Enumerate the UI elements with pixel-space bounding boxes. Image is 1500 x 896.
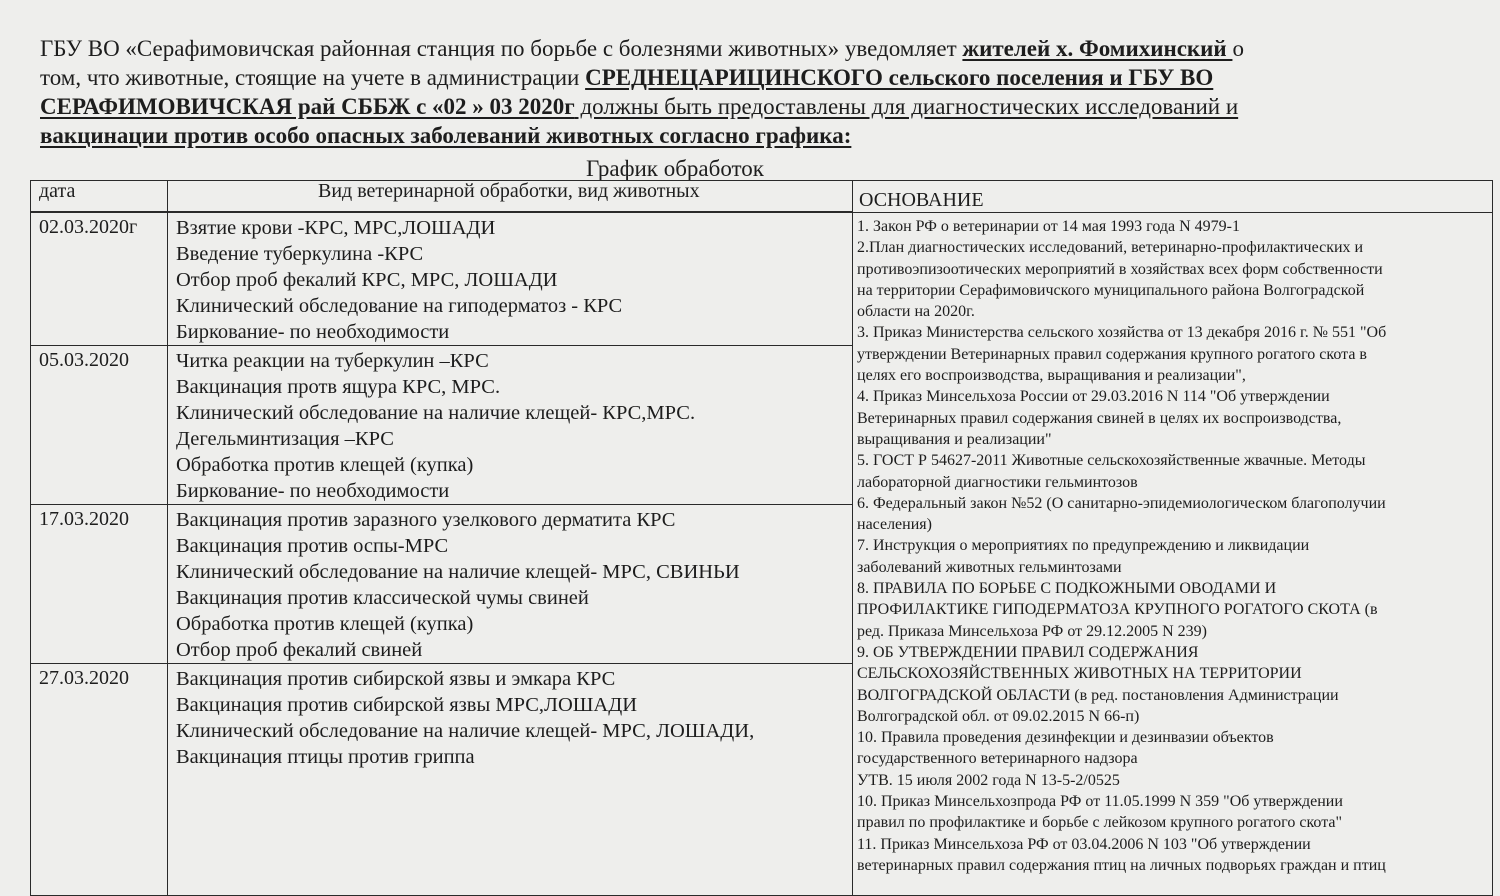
row-date: 27.03.2020	[31, 664, 168, 896]
activity-item: Обработка против клещей (купка)	[176, 454, 474, 476]
activity-item: Обработка против клещей (купка)	[176, 613, 474, 635]
intro-line-1	[40, 34, 1480, 63]
activity-item: Клинический обследование на гиподерматоз - КРС	[176, 295, 623, 317]
activity-item: Клинический обследование на наличие клещей- МРС, СВИНЬИ	[176, 561, 740, 583]
activity-item: Клинический обследование на наличие клещей- МРС, ЛОШАДИ,	[176, 720, 755, 742]
intro-station-date: СЕРАФИМОВИЧСКАЯ рай СББЖ с «02 » 03 2020г	[40, 94, 575, 119]
intro-line-1-tail: о	[1232, 36, 1244, 61]
row-activities	[168, 505, 853, 664]
basis-item: 10. Правила проведения дезинфекции и дезинвазии объектов государственного ветеринарного надзора УТВ. 15 июля 2002 года N 13-5-2/0525	[857, 729, 1274, 789]
header-date: дата	[31, 181, 168, 212]
row-activities	[168, 213, 853, 346]
intro-line-2	[40, 63, 1480, 92]
activity-item: Дегельминтизация –КРС	[176, 428, 394, 450]
activity-item: Вакцинация против заразного узелкового дерматита КРС	[176, 509, 676, 531]
basis-item: 9. ОБ УТВЕРЖДЕНИИ ПРАВИЛ СОДЕРЖАНИЯ СЕЛЬСКОХОЗЯЙСТВЕННЫХ ЖИВОТНЫХ НА ТЕРРИТОРИИ ВОЛГОГРАДСКОЙ ОБЛАСТИ (в ред. постановления Администрации Волгоградской обл. от 09.02.2015 N 66-п)	[857, 643, 1339, 725]
activity-item: Отбор проб фекалий КРС, МРС, ЛОШАДИ	[176, 269, 558, 291]
activity-item: Вакцинация против классической чумы свиней	[176, 587, 589, 609]
basis-item: 11. Приказ Минсельхоза РФ от 03.04.2006 N 103 "Об утверждении ветеринарных правил содержания птиц на личных подворьях граждан и птиц	[857, 835, 1386, 874]
activity-item: Вакцинация против сибирской язвы и эмкара КРС	[176, 668, 616, 690]
activity-item: Взятие крови -КРС, МРС,ЛОШАДИ	[176, 217, 496, 239]
row-date: 17.03.2020	[31, 505, 168, 664]
intro-line-3-tail: должны быть предоставлены для диагностических исследований и	[574, 94, 1239, 119]
row-activities	[168, 664, 853, 896]
intro-line-3	[40, 92, 1480, 121]
activity-item: Вакцинация против оспы-МРС	[176, 535, 449, 557]
basis-item: 3. Приказ Министерства сельского хозяйства от 13 декабря 2016 г. № 551 "Об утверждении Ветеринарных правил содержания крупного рогатого скота в целях его воспроизводства, выращивания и реализации",	[857, 324, 1387, 385]
intro-administration: СРЕДНЕЦАРИЦИНСКОГО сельского поселения и ГБУ ВО	[585, 65, 1214, 90]
row-date: 02.03.2020г	[31, 213, 168, 346]
activity-item: Биркование- по необходимости	[176, 321, 450, 343]
basis-item: 10. Приказ Минсельхозпрода РФ от 11.05.1999 N 359 "Об утверждении правил по профилактике и борьбе с лейкозом крупного рогатого скота"	[857, 793, 1343, 832]
intro-line-1-text: ГБУ ВО «Серафимовичская районная станция по борьбе с болезнями животных» уведомляет	[40, 36, 963, 61]
schedule-title: График обработок	[586, 156, 764, 181]
activity-item: Читка реакции на туберкулин –КРС	[176, 350, 489, 372]
activity-item: Вакцинация протв ящура КРС, МРС.	[176, 376, 501, 398]
intro-line-4	[40, 121, 1480, 150]
activity-item: Введение туберкулина -КРС	[176, 243, 424, 265]
row-activities	[168, 346, 853, 505]
intro-residents: жителей х. Фомихинский	[962, 36, 1233, 61]
basis-item: 7. Инструкция о мероприятиях по предупреждению и ликвидации заболеваний животных гельминтозами	[857, 537, 1310, 576]
basis-list	[853, 213, 1493, 896]
activity-item: Клинический обследование на наличие клещей- КРС,МРС.	[176, 402, 696, 424]
intro-line-2-text: том, что животные, стоящие на учете в администрации	[40, 65, 586, 90]
basis-item: 8. ПРАВИЛА ПО БОРЬБЕ С ПОДКОЖНЫМИ ОВОДАМИ И ПРОФИЛАКТИКЕ ГИПОДЕРМАТОЗА КРУПНОГО РОГАТОГО СКОТА (в ред. Приказа Минсельхоза РФ от 29.12.2005 N 239)	[857, 580, 1378, 640]
header-basis: ОСНОВАНИЕ	[853, 181, 1493, 213]
intro-vaccination-line: вакцинации против особо опасных заболеваний животных согласно графика:	[40, 123, 852, 148]
basis-item: 1. Закон РФ о ветеринарии от 14 мая 1993 года N 4979-1	[857, 218, 1240, 235]
schedule-table	[30, 180, 1493, 896]
activity-item: Отбор проб фекалий свиней	[176, 639, 423, 661]
activity-item: Биркование- по необходимости	[176, 480, 450, 502]
activity-item: Вакцинация птицы против гриппа	[176, 746, 475, 768]
basis-item: 4. Приказ Минсельхоза России от 29.03.2016 N 114 "Об утверждении Ветеринарных правил содержания свиней в целях их воспроизводства, выращивания и реализации"	[857, 388, 1342, 448]
notice-intro	[40, 34, 1480, 150]
basis-item: 5. ГОСТ Р 54627-2011 Животные сельскохозяйственные жвачные. Методы лабораторной диагностики гельминтозов	[857, 452, 1366, 491]
basis-item: 2.План диагностических исследований, ветеринарно-профилактических и противоэпизоотических мероприятий в хозяйствах всех форм собственности на территории Серафимовичского муниципального района Волгоградской области на 2020г.	[857, 239, 1383, 321]
table-header-row	[31, 181, 1493, 212]
activity-item: Вакцинация против сибирской язвы МРС,ЛОШАДИ	[176, 694, 638, 716]
table-row	[31, 213, 1493, 346]
row-date: 05.03.2020	[31, 346, 168, 505]
header-kind: Вид ветеринарной обработки, вид животных	[168, 181, 853, 212]
basis-item: 6. Федеральный закон №52 (О санитарно-эпидемиологическом благополучии населения)	[857, 494, 1386, 534]
